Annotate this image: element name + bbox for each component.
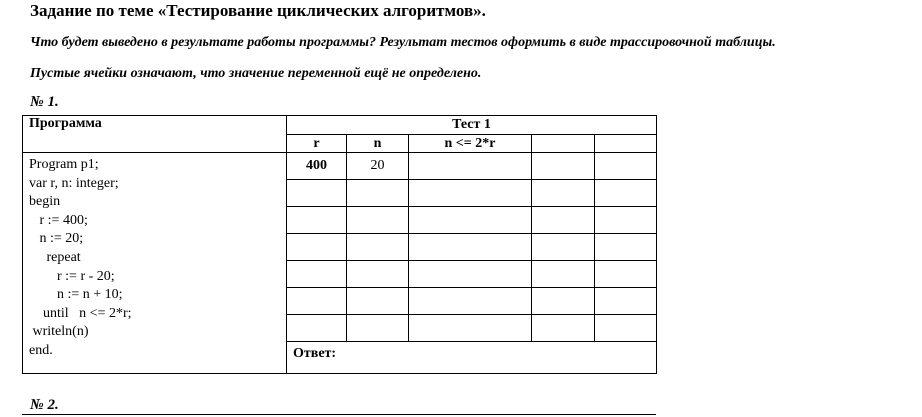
cell-empty [595,261,657,288]
cell-empty [532,261,595,288]
cell-condition [409,153,532,180]
code-line: r := r - 20; [29,268,115,284]
code-line: repeat [29,249,81,265]
task-number-2: № 2. [30,397,59,413]
program-code [23,153,287,374]
page-title: Задание по теме «Тестирование циклических алгоритмов». [30,1,486,20]
cell-empty [532,207,595,234]
cell-empty [347,234,409,261]
cell-empty [595,234,657,261]
code-line: writeln(n) [29,324,89,340]
column-header-condition: n <= 2*r [409,135,532,153]
code-line: var r, n: integer; [29,175,119,191]
cell-empty [409,234,532,261]
trace-table [22,115,657,374]
cell-empty [287,288,347,315]
cell-empty [287,180,347,207]
column-header-n: n [347,135,409,153]
code-line: Program p1; [29,157,99,172]
cell-empty [595,207,657,234]
cell-empty [287,234,347,261]
code-line: until n <= 2*r; [29,305,132,321]
cell-empty [409,288,532,315]
code-line: r := 400; [29,212,88,228]
cell-empty [347,315,409,342]
table-top-rule [22,414,656,415]
cell-empty [287,261,347,288]
cell-empty [532,180,595,207]
cell-empty [409,207,532,234]
program-header: Программа [23,116,287,153]
cell-empty [347,207,409,234]
cell-empty [409,261,532,288]
instruction-text: Что будет выведено в результате работы программы? Результат тестов оформить в виде трассировочной таблицы. [30,35,776,50]
cell-empty [532,315,595,342]
cell-empty [287,315,347,342]
cell-empty [595,288,657,315]
cell-empty [347,261,409,288]
cell-empty [347,180,409,207]
test-header: Тест 1 [287,116,657,135]
column-header-empty [595,135,657,153]
table-header-row [23,116,657,135]
cell-empty [409,180,532,207]
cell-empty [347,288,409,315]
cell-empty [532,153,595,180]
code-line: end. [29,342,53,358]
table-row [23,153,657,180]
cell-empty [287,207,347,234]
cell-empty [532,234,595,261]
cell-empty [595,153,657,180]
cell-r: 400 [287,153,347,180]
cell-empty [532,288,595,315]
cell-n: 20 [347,153,409,180]
column-header-empty [532,135,595,153]
code-line: n := 20; [29,231,84,247]
cell-empty [595,315,657,342]
code-line: begin [29,194,61,210]
task-number-1: № 1. [30,94,59,110]
instruction-note: Пустые ячейки означают, что значение переменной ещё не определено. [30,66,482,81]
column-header-r: r [287,135,347,153]
code-line: n := n + 10; [29,287,123,303]
cell-empty [595,180,657,207]
cell-empty [409,315,532,342]
answer-label: Ответ: [287,342,657,374]
